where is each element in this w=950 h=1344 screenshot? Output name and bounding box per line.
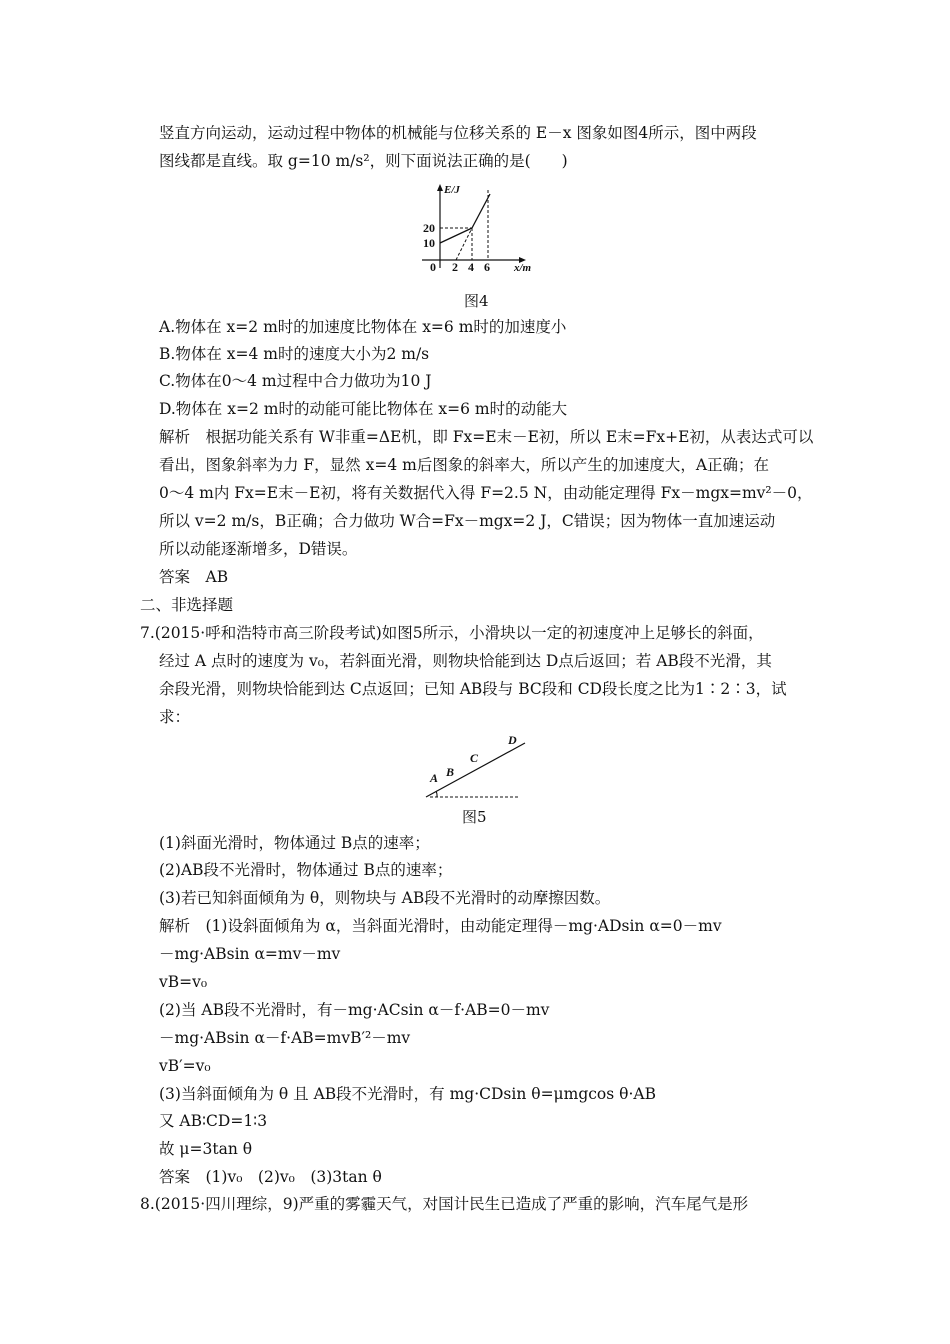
analysis-6-line-1: 解析 根据功能关系有 W非重=ΔE机，即 Fx=E末－E初，所以 E末=Fx+E初，从表达式可以 — [159, 428, 814, 446]
q7-line-1: 7.(2015·呼和浩特市高三阶段考试)如图5所示，小滑块以一定的初速度冲上足够长的斜面， — [140, 624, 764, 642]
analysis-7-line-7: (3)当斜面倾角为 θ 且 AB段不光滑时，有 mg·CDsin θ=μmgcos θ·AB — [159, 1085, 656, 1103]
analysis-6-line-5: 所以动能逐渐增多，D错误。 — [159, 540, 358, 558]
analysis-7-line-3: vB=v₀ — [159, 973, 208, 991]
segment-4-6 — [472, 194, 490, 228]
point-label-a: A — [430, 771, 439, 785]
option-c: C.物体在0～4 m过程中合力做功为10 J — [159, 372, 432, 390]
analysis-7-line-6: vB′=v₀ — [159, 1057, 211, 1075]
y-tick-10: 10 — [423, 236, 435, 250]
angle-arc — [436, 791, 437, 797]
analysis-7-line-2: －mg·ABsin α=mv－mv — [159, 945, 341, 963]
x-tick-2: 2 — [452, 260, 458, 274]
y-tick-20: 20 — [423, 221, 435, 235]
analysis-6-line-4: 所以 v=2 m/s，B正确；合力做功 W合=Fx－mgx=2 J，C错误；因为物体一直加速运动 — [159, 512, 776, 530]
y-axis-label: E/J — [444, 184, 460, 196]
q7-line-2: 经过 A 点时的速度为 v₀，若斜面光滑，则物块恰能到达 D点后返回；若 AB段不光滑，其 — [159, 652, 772, 670]
intro-line-2: 图线都是直线。取 g=10 m/s²，则下面说法正确的是( ) — [159, 152, 568, 170]
figure-5-incline — [420, 730, 535, 802]
analysis-7-line-5: －mg·ABsin α－f·AB=mvB′²－mv — [159, 1029, 411, 1047]
answer-7: 答案 (1)v₀ (2)v₀ (3)3tan θ — [159, 1168, 382, 1186]
x-tick-4: 4 — [468, 260, 474, 274]
point-label-b: B — [446, 765, 455, 779]
answer-6: 答案 AB — [159, 568, 229, 586]
figure-4-caption: 图4 — [464, 292, 489, 310]
dashed-extension — [456, 228, 472, 260]
analysis-6-line-2: 看出，图象斜率为力 F，显然 x=4 m后图象的斜率大，所以产生的加速度大，A正确；在 — [159, 456, 770, 474]
q7-part-1: (1)斜面光滑时，物体通过 B点的速率； — [159, 834, 430, 852]
segment-0-4 — [440, 228, 472, 243]
analysis-6-line-3: 0～4 m内 Fx=E末－E初，将有关数据代入得 F=2.5 N，由动能定理得 Fx－mgx=mv²－0， — [159, 484, 813, 502]
q8-line-1: 8.(2015·四川理综，9)严重的雾霾天气，对国计民生已造成了严重的影响，汽车尾气是形 — [140, 1195, 749, 1213]
analysis-7-line-9: 故 μ=3tan θ — [159, 1140, 253, 1158]
point-label-c: C — [470, 751, 479, 765]
y-axis-arrow — [437, 184, 443, 191]
figure-5-caption: 图5 — [462, 808, 487, 826]
x-tick-0: 0 — [430, 260, 436, 274]
figure-4-graph — [410, 180, 545, 280]
x-tick-6: 6 — [484, 260, 490, 274]
analysis-7-line-8: 又 AB∶CD=1∶3 — [159, 1112, 268, 1130]
analysis-7-line-1: 解析 (1)设斜面倾角为 α，当斜面光滑时，由动能定理得－mg·ADsin α=0－mv — [159, 917, 722, 935]
point-label-d: D — [508, 733, 517, 747]
x-axis-label: x/m — [514, 262, 532, 274]
option-a: A.物体在 x=2 m时的加速度比物体在 x=6 m时的加速度小 — [159, 318, 567, 336]
intro-line-1: 竖直方向运动，运动过程中物体的机械能与位移关系的 E－x 图象如图4所示，图中两段 — [159, 124, 757, 142]
option-d: D.物体在 x=2 m时的动能可能比物体在 x=6 m时的动能大 — [159, 400, 568, 418]
q7-part-2: (2)AB段不光滑时，物体通过 B点的速率； — [159, 861, 453, 879]
option-b: B.物体在 x=4 m时的速度大小为2 m/s — [159, 345, 430, 363]
q7-line-4: 求： — [159, 708, 191, 726]
section-heading-non-choice: 二、非选择题 — [140, 596, 234, 614]
q7-part-3: (3)若已知斜面倾角为 θ，则物块与 AB段不光滑时的动摩擦因数。 — [159, 889, 611, 907]
analysis-7-line-4: (2)当 AB段不光滑时，有－mg·ACsin α－f·AB=0－mv — [159, 1001, 550, 1019]
q7-line-3: 余段光滑，则物块恰能到达 C点返回；已知 AB段与 BC段和 CD段长度之比为1∶2∶3，试 — [159, 680, 787, 698]
